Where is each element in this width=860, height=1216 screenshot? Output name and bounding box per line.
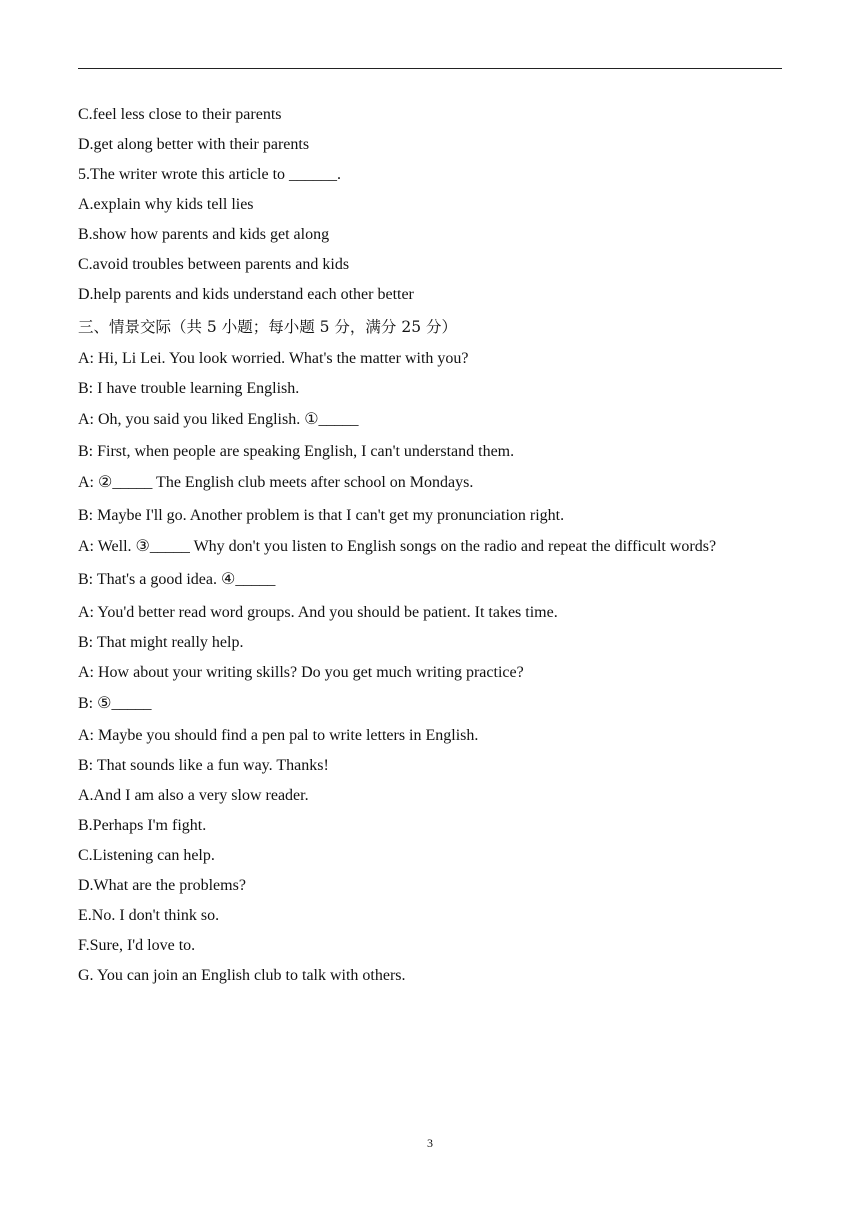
dialogue-2: B: I have trouble learning English.	[78, 380, 300, 397]
choice-f: F.Sure, I'd love to.	[78, 937, 196, 954]
dialogue-5: A: ②_____ The English club meets after school on Mondays.	[78, 474, 474, 491]
dialogue-10: B: That might really help.	[78, 634, 244, 651]
dialogue-13: A: Maybe you should find a pen pal to write letters in English.	[78, 727, 479, 744]
option-5b: B.show how parents and kids get along	[78, 226, 330, 243]
option-5c: C.avoid troubles between parents and kids	[78, 256, 350, 273]
choice-c: C.Listening can help.	[78, 847, 215, 864]
dialogue-7: A: Well. ③_____ Why don't you listen to English songs on the radio and repeat the difficult words?	[78, 538, 717, 555]
choice-d: D.What are the problems?	[78, 877, 246, 894]
dialogue-1: A: Hi, Li Lei. You look worried. What's the matter with you?	[78, 350, 469, 367]
question-5: 5.The writer wrote this article to ______.	[78, 166, 342, 183]
option-4d: D.get along better with their parents	[78, 136, 310, 153]
dialogue-3: A: Oh, you said you liked English. ①_____	[78, 411, 359, 428]
dialogue-4: B: First, when people are speaking English, I can't understand them.	[78, 443, 515, 460]
section-title: 三、情景交际（共 5 小题；每小题 5 分，满分 25 分）	[78, 318, 458, 336]
dialogue-8: B: That's a good idea. ④_____	[78, 571, 276, 588]
dialogue-6: B: Maybe I'll go. Another problem is that I can't get my pronunciation right.	[78, 507, 565, 524]
choice-a: A.And I am also a very slow reader.	[78, 787, 309, 804]
page-number: 3	[427, 1136, 433, 1150]
header-rule	[78, 68, 782, 69]
option-5a: A.explain why kids tell lies	[78, 196, 254, 213]
choice-b: B.Perhaps I'm fight.	[78, 817, 207, 834]
dialogue-14: B: That sounds like a fun way. Thanks!	[78, 757, 329, 774]
option-4c: C.feel less close to their parents	[78, 106, 282, 123]
choice-e: E.No. I don't think so.	[78, 907, 220, 924]
dialogue-9: A: You'd better read word groups. And you should be patient. It takes time.	[78, 604, 558, 621]
dialogue-12: B: ⑤_____	[78, 695, 152, 712]
option-5d: D.help parents and kids understand each other better	[78, 286, 414, 303]
dialogue-11: A: How about your writing skills? Do you get much writing practice?	[78, 664, 524, 681]
choice-g: G. You can join an English club to talk with others.	[78, 967, 406, 984]
